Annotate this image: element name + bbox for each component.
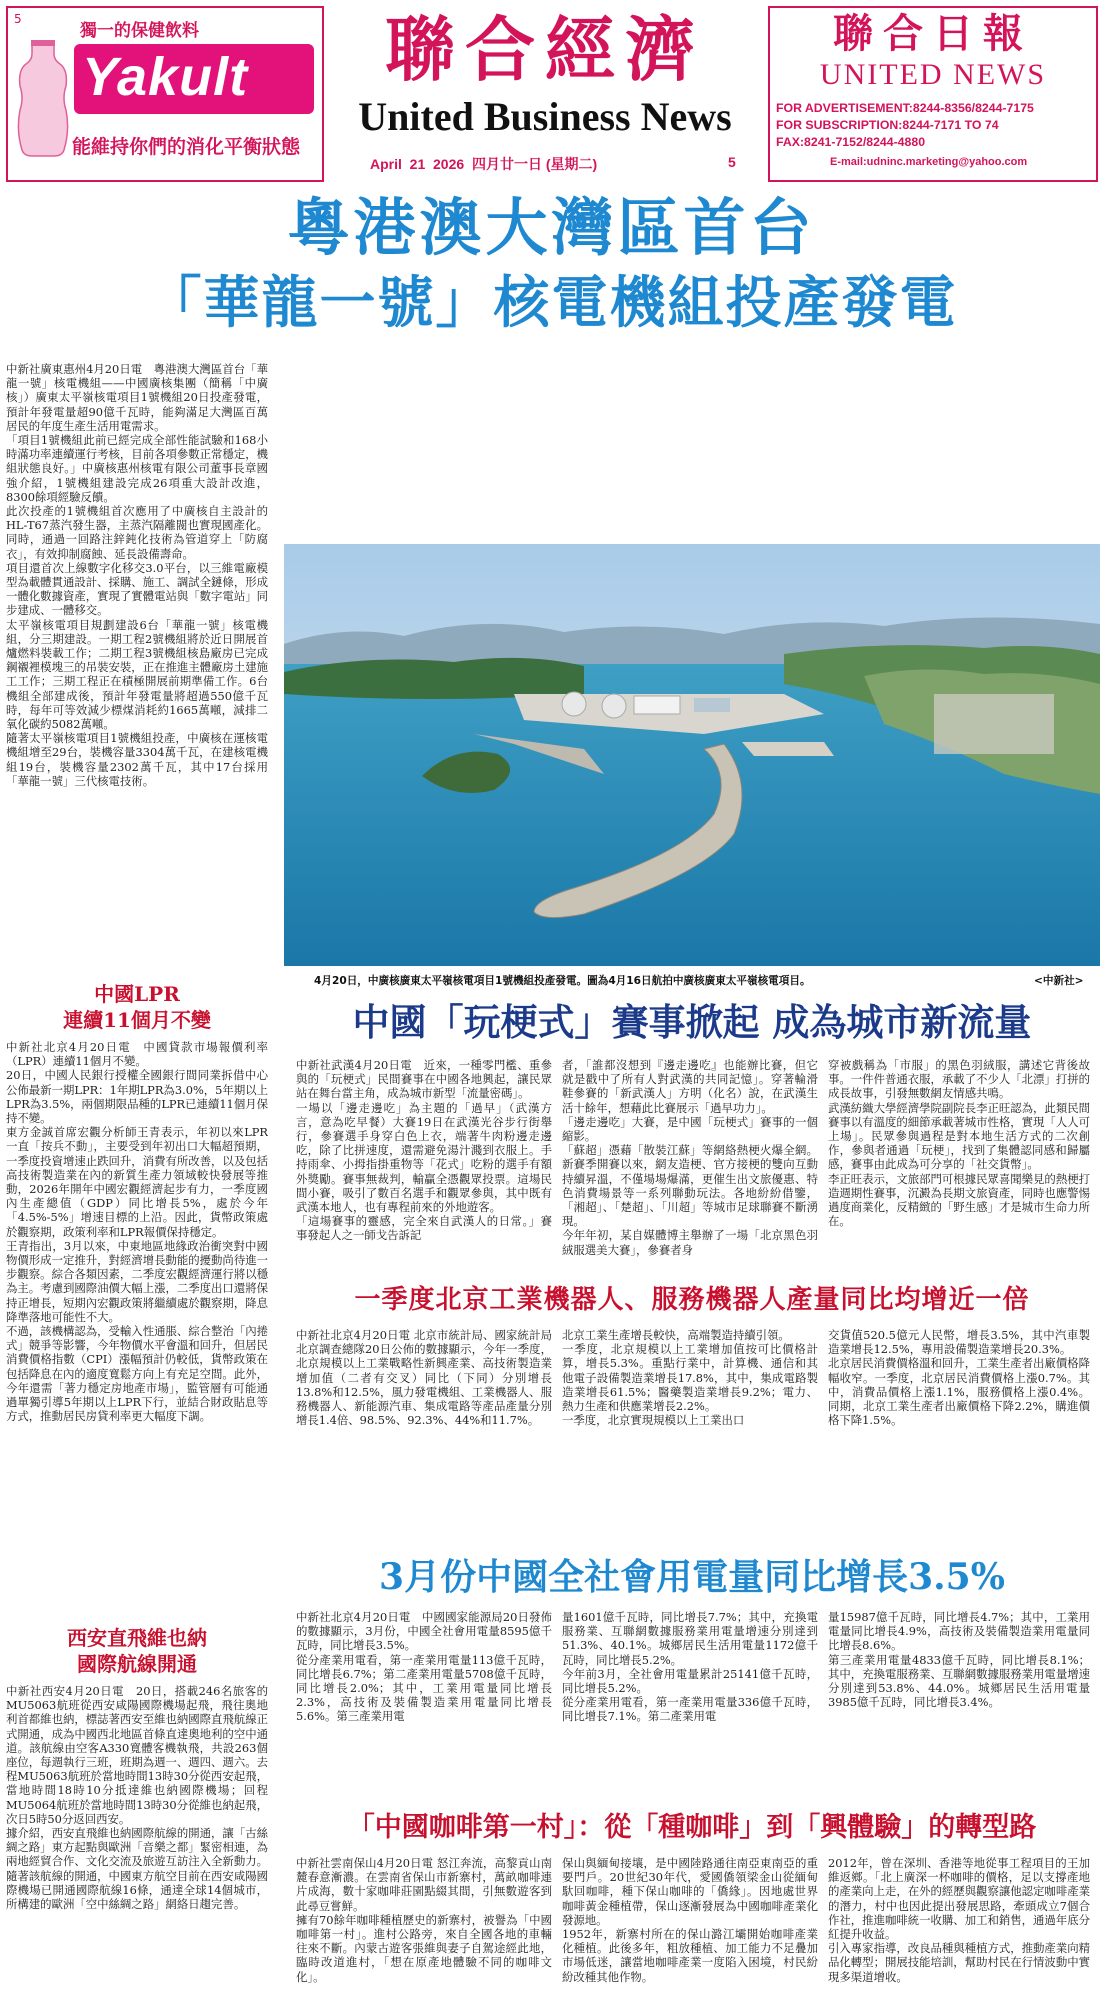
- united-news-advertisement[interactable]: [768, 6, 1098, 182]
- registered-mark: ®: [302, 46, 314, 60]
- subscription-phone: FOR SUBSCRIPTION:8244-7171 TO 74: [776, 118, 999, 132]
- fax-number: FAX:8241-7152/8244-4880: [776, 135, 926, 149]
- advertisement-phone: FOR ADVERTISEMENT:8244-8356/8244-7175: [776, 101, 1034, 115]
- power-article-col2: 量1601億千瓦時，同比增長7.7%；其中，充換電服務業、互聯網數據服務業用電量增速分別達到51.3%、40.1%。城鄉居民生活用電量1172億千瓦時，同比增長5.2%。 今年前3月，全社會用電量累計25141億千瓦時，同比增長5.2%。 從分產業用電看，第一產業用電量336億千瓦時，同比增長7.1%。第二產業用電: [562, 1610, 818, 1724]
- contact-email[interactable]: E-mail:udninc.marketing@yahoo.com: [830, 156, 1028, 168]
- power-headline: 3月份中國全社會用電量同比增長3.5%: [379, 1556, 1005, 1598]
- power-article-col1: 中新社北京4月20日電 中國國家能源局20日發佈的數據顯示，3月份，中國全社會用電量8595億千瓦時，同比增長3.5%。 從分產業用電看，第一產業用電量113億千瓦時，同比增長6.7%；第二產業用電量5708億千瓦時，同比增長2.0%；其中，工業用電量同比增長2.3%，高技術及裝備製造業用電量同比增長5.6%。第三產業用電: [296, 1610, 552, 1724]
- lead-headline-line1: 粵港澳大灣區首台: [287, 191, 816, 264]
- masthead-title-en: United Business News: [358, 94, 732, 139]
- meme-article-col2: 者，「誰都沒想到『邊走邊吃』也能辦比賽，但它就是戳中了所有人對武漢的共同記憶」。穿著輪滑鞋參賽的「新武漢人」方明（化名）說，在武漢生活十餘年，想藉此比賽展示「過早功力」。 「邊走邊吃」大賽，是中國「玩梗式」賽事的一個縮影。 「蘇超」憑藉「散裝江蘇」等網絡熱梗火爆全網。新賽季開賽以來，網友造梗、官方接梗的雙向互動持續昇溫，不僅場場爆滿，更催生出文旅優惠、特色消費場景等一系列聯動玩法。各地紛紛借鑒，「湘超」、「楚超」、「川超」等城市足球聯賽不斷湧現。 今年年初，某自媒體博主舉辦了一場「北京黑色羽絨服選美大賽」，參賽者身: [562, 1058, 818, 1257]
- xian-article-body: 中新社西安4月20日電 20日，搭載246名旅客的MU5063航班從西安咸陽國際機場起飛，飛往奧地利首都維也納，標誌著西安至維也納國際直飛航線正式開通，成為中國西北地區首條直達奧地利的空中通道。該航線由空客A330寬體客機執飛，共設263個座位，每週執行三班，班期為週一、週四、週六。去程MU5063航班於當地時間13時30分從西安起飛，當地時間18時10分抵達維也納國際機場；回程MU5064航班於當地時間13時30分從維也納起飛，次日5時50分返回西安。 據介紹，西安直飛維也納國際航線的開通，讓「古絲綢之路」東方起點與歐洲「音樂之都」緊密相連，為兩地經貿合作、文化交流及旅遊互訪注入全新動力。 隨著該航線的開通，中國東方航空目前在西安咸陽國際機場已開通國際航線16條，通達全球14個城市，所構建的歐洲「空中絲綢之路」網絡日趨完善。: [6, 1684, 268, 1912]
- masthead-title-cn: 聯合經濟: [385, 8, 705, 91]
- united-news-title-en: UNITED NEWS: [819, 58, 1047, 91]
- nuclear-plant-aerial-photo: [284, 544, 1100, 966]
- yakult-slogan-bottom: 能維持你們的消化平衡狀態: [72, 136, 301, 158]
- photo-credit: <中新社>: [1034, 975, 1084, 987]
- power-article-col3: 量15987億千瓦時，同比增長4.7%；其中，工業用電量同比增長4.9%，高技術及裝備製造業用電量同比增長8.6%。 第三產業用電量4833億千瓦時，同比增長8.1%；其中，充換電服務業、互聯網數據服務業用電量增速分別達到53.8%、44.0%。城鄉居民生活用電量3985億千瓦時，同比增長3.4%。: [828, 1610, 1090, 1710]
- lead-article-body: 中新社廣東惠州4月20日電 粵港澳大灣區首台「華龍一號」核電機組——中國廣核集團（簡稱「中廣核」）廣東太平嶺核電項目1號機組20日投產發電，預計年發電量超90億千瓦時，能夠滿足大灣區百萬居民的年度生產生活用電需求。 「項目1號機組此前已經完成全部性能試驗和168小時滿功率連續運行考核，目前各項參數正常穩定，機組狀態良好。」中廣核惠州核電有限公司董事長章國強介紹，1號機組建設完成26項重大設計改進，8300餘項經驗反饋。 此次投產的1號機組首次應用了中廣核自主設計的HL-T67蒸汽發生器，主蒸汽隔離閥也實現國產化。同時，通過一回路注鋅鈍化技術為管道穿上「防腐衣」，有效抑制腐蝕、延長設備壽命。 項目還首次上線數字化移交3.0平台，以三維電廠模型為載體貫通設計、採購、施工、調試全鏈條，形成一體化數據資產，實現了實體電站與「數字電站」同步建成、一體移交。 太平嶺核電項目規劃建設6台「華龍一號」核電機組，分三期建設。一期工程2號機組將於近日開展首爐燃料裝載工作；二期工程3號機組核島廠房已完成鋼襯裡模塊三的吊裝安裝，正在推進主體廠房土建施工工作；三期工程正在積極開展前期準備工作。6台機組全部建成後，預計年發電量將超過550億千瓦時，每年可等效減少標煤消耗約1665萬噸，減排二氧化碳約5082萬噸。 隨著太平嶺核電項目1號機組投產，中廣核在運核電機組增至29台，裝機容量3304萬千瓦，在建核電機組19台，裝機容量2302萬千瓦，其中17台採用「華龍一號」三代核電技術。: [6, 362, 268, 788]
- lpr-headline-line2: 連續11個月不變: [63, 1008, 211, 1032]
- yakult-advertisement[interactable]: [6, 6, 324, 182]
- yakult-slogan-top: 獨一的保健飲料: [80, 21, 199, 41]
- xian-headline-line2: 國際航線開通: [77, 1652, 197, 1676]
- masthead: [330, 8, 760, 178]
- robots-headline: 一季度北京工業機器人、服務機器人產量同比均增近一倍: [354, 1285, 1030, 1315]
- robots-article-col1: 中新社北京4月20日電 北京市統計局、國家統計局北京調查總隊20日公佈的數據顯示，今年一季度，北京規模以上工業戰略性新興產業、高技術製造業增加值（二者有交叉）同比（下同）分別增長13.8%和12.5%，風力發電機組、工業機器人、服務機器人、新能源汽車、集成電路等產品產量分別增長1.4倍、98.5%、92.3%、44%和11.7%。: [296, 1328, 552, 1428]
- yakult-bottle-icon: [16, 38, 70, 160]
- yakult-logo: Yakult: [82, 47, 249, 107]
- robots-article-col3: 交貨值520.5億元人民幣，增長3.5%，其中汽車製造業增長12.5%，專用設備製造業增長20.3%。 北京居民消費價格溫和回升，工業生產者出廠價格降幅收窄。一季度，北京居民消費價格上漲0.7%。其中，消費品價格上漲1.1%，服務價格上漲0.4%。同期，北京工業生產者出廠價格下降2.2%，購進價格下降1.5%。: [828, 1328, 1090, 1428]
- coffee-article-col1: 中新社雲南保山4月20日電 怒江奔流，高黎貢山南麓春意漸濃。在雲南省保山市新寨村，萬畝咖啡連片成海，數十家咖啡莊園點綴其間，引無數遊客到此尋豆嘗鮮。 擁有70餘年咖啡種植歷史的新寨村，被譽為「中國咖啡第一村」。進村公路旁，來自全國各地的車輛往來不斷。內蒙古遊客張維與妻子自駕途經此地，臨時改道進村，「想在原產地體驗不同的咖啡文化」。: [296, 1856, 552, 1984]
- page-number-corner: 5: [14, 12, 22, 26]
- photo-caption: 4月20日，中廣核廣東太平嶺核電項目1號機組投產發電。圖為4月16日航拍中廣核廣東太平嶺核電項目。: [314, 975, 811, 987]
- lead-headline-line2: 「華龍一號」核電機組投產發電: [145, 270, 958, 336]
- meme-article-col3: 穿被戲稱為「市服」的黑色羽絨服，講述它背後故事。一件件普通衣服，承載了不少人「北漂」打拼的成長故事，引發無數網友情感共鳴。 武漢紡織大學經濟學院副院長李正旺認為，此類民間賽事以有溫度的細節承載著城市性格，實現「人人可上場」。民眾參與過程是對本地生活方式的二次創作，參與者通過「玩梗」，找到了集體認同感和歸屬感，賽事由此成為可分享的「社交貨幣」。 李正旺表示，文旅部門可根據民眾喜聞樂見的熱梗打造週期性賽事，沉澱為長期文旅資產，同時也應警惕過度商業化，反精緻的「野生感」才是城市生命力所在。: [828, 1058, 1090, 1229]
- robots-article-col2: 北京工業生產增長較快，高端製造持續引領。 一季度，北京規模以上工業增加值按可比價格計算，增長5.3%。重點行業中，計算機、通信和其他電子設備製造業增長17.8%，其中，集成電路製造業增長61.5%；醫藥製造業增長9.2%；電力、熱力生產和供應業增長2.2%。 一季度，北京實現規模以上工業出口: [562, 1328, 818, 1428]
- lpr-headline-line1: 中國LPR: [94, 982, 180, 1006]
- meme-article-col1: 中新社武漢4月20日電 近來，一種零門檻、重參與的「玩梗式」民間賽事在中國各地興起，讓民眾站在舞台當主角，成為城市新型「流量密碼」。 一場以「邊走邊吃」為主題的「過早」（武漢方言，意為吃早餐）大賽19日在武漢光谷步行街舉行，參賽選手身穿白色上衣，端著牛肉粉邊走邊吃，除了比拼速度，還需避免湯汁濺到衣服上。手持雨傘、小拇指掛重物等「花式」吃粉的選手有額外獎勵。賽事無裁判，輸贏全憑觀眾投票。這場民間小賽，吸引了數百名選手和觀眾參與，其中既有武漢本地人，也有專程前來的外地遊客。 「這場賽事的靈感，完全來自武漢人的日常。」賽事發起人之一師戈告訴記: [296, 1058, 552, 1243]
- meme-headline: 中國「玩梗式」賽事掀起 成為城市新流量: [352, 1000, 1032, 1044]
- united-news-title-cn: 聯合日報: [833, 10, 1033, 57]
- coffee-headline: 「中國咖啡第一村」：從「種咖啡」到「興體驗」的轉型路: [347, 1812, 1037, 1843]
- masthead-date: April 21 2026 四月廿一日 (星期二): [370, 156, 598, 172]
- lpr-article-body: 中新社北京4月20日電 中國貸款市場報價利率（LPR）連續11個月不變。 20日，中國人民銀行授權全國銀行間同業拆借中心公佈最新一期LPR：1年期LPR為3.0%，5年期以上LPR為3.5%，兩個期限品種的LPR已連續11個月保持不變。 東方金誠首席宏觀分析師王青表示，年初以來LPR一直「按兵不動」，主要受到年初出口大幅超預期，一季度投資增速止跌回升，消費有所改善，以及包括高技術製造業在內的新質生產力領域較快發展等推動，2026年開年中國宏觀經濟起步有力，一季度國內生產總值（GDP）同比增長5%，處於今年「4.5%-5%」增速目標的上沿。因此，貨幣政策處於觀察期，政策利率和LPR報價保持穩定。 王青指出，3月以來，中東地區地緣政治衝突對中國物價形成一定推升，對經濟增長動能的擾動尚待進一步觀察。綜合各類因素，二季度宏觀經濟運行將以穩為主。考慮到國際油價大幅上漲，二季度出口還將保持正增長，短期內宏觀政策將繼續處於觀察期，降息降準落地可能性不大。 不過，該機構認為，受輸入性通脹、綜合整治「內捲式」競爭等影響，今年物價水平會溫和回升，但居民消費價格指數（CPI）漲幅預計仍較低，貨幣政策在包括降息在內的適度寬鬆方向上有充足空間。此外，今年還需「著力穩定房地產市場」，監管層有可能通過單獨引導5年期以上LPR下行，並結合財政貼息等方式，推動居民房貸利率更大幅度下調。: [6, 1040, 268, 1424]
- coffee-article-col3: 2012年，曾在深圳、香港等地從事工程項目的王加維返鄉。「北上廣深一杯咖啡的價格，足以支撐產地的產業向上走，在外的經歷與觀察讓他認定咖啡產業的潛力，村中也因此提出發展思路，牽頭成立7個合作社，推進咖啡統一收購、加工和銷售，通過年底分紅提升收益。 引入專家指導，改良品種與種植方式，推動產業向精品化轉型；開展技能培訓，幫助村民在行情波動中實現多渠道增收。: [828, 1856, 1090, 1984]
- coffee-article-col2: 保山與緬甸接壤，是中國陸路通往南亞東南亞的重要門戶。20世紀30年代，愛國僑領梁金山從緬甸馱回咖啡，種下保山咖啡的「僑緣」。因地處世界咖啡黃金種植帶，保山逐漸發展為中國咖啡產業化發源地。 1952年，新寨村所在的保山潞江壩開始咖啡產業化種植。此後多年，粗放種植、加工能力不足疊加市場低迷，讓當地咖啡產業一度陷入困境，村民紛紛改種其他作物。: [562, 1856, 818, 1984]
- masthead-page-number: 5: [728, 154, 736, 170]
- xian-headline-line1: 西安直飛維也納: [67, 1626, 207, 1650]
